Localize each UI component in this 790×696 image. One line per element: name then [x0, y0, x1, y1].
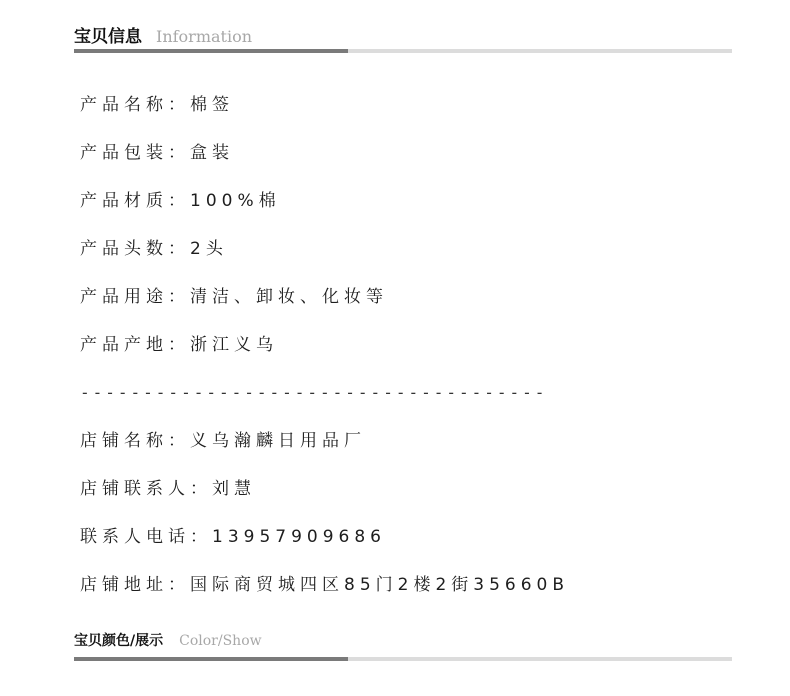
product-usage-label: 产品用途： [80, 287, 190, 307]
shop-name-label: 店铺名称： [80, 431, 190, 451]
product-usage-row [80, 284, 569, 332]
color-section-title: 宝贝颜色/展示 [74, 633, 164, 649]
product-origin-label: 产品产地： [80, 335, 190, 355]
product-name-value: 棉签 [190, 95, 234, 115]
dashed-divider: ------------------------------------- [80, 383, 548, 402]
shop-address-label: 店铺地址： [80, 575, 190, 595]
product-usage-value: 清洁、卸妆、化妆等 [190, 287, 388, 307]
product-material-value: 100%棉 [190, 191, 281, 211]
product-heads-row [80, 236, 569, 284]
shop-contact-value: 刘慧 [212, 479, 256, 499]
color-section-subtitle: Color/Show [179, 633, 262, 649]
info-section-subtitle: Information [156, 27, 253, 46]
product-origin-row [80, 332, 569, 380]
info-section-header [74, 22, 732, 47]
info-section-rule-accent [74, 49, 348, 53]
info-title-row [74, 22, 732, 47]
product-origin-value: 浙江义乌 [190, 335, 278, 355]
shop-contact-label: 店铺联系人： [80, 479, 212, 499]
product-heads-value: 2头 [190, 239, 228, 259]
shop-address-value: 国际商贸城四区85门2楼2街35660B [190, 575, 570, 595]
product-packaging-label: 产品包装： [80, 143, 190, 163]
info-section-title: 宝贝信息 [74, 27, 142, 47]
product-info-list [80, 92, 569, 620]
product-material-label: 产品材质： [80, 191, 190, 211]
product-heads-label: 产品头数： [80, 239, 190, 259]
contact-phone-value: 13957909686 [212, 527, 386, 547]
shop-address-row [80, 572, 569, 620]
product-name-row [80, 92, 569, 140]
contact-phone-label: 联系人电话： [80, 527, 212, 547]
product-name-label: 产品名称： [80, 95, 190, 115]
color-section-rule [74, 657, 732, 661]
shop-name-value: 义乌瀚麟日用品厂 [190, 431, 366, 451]
shop-name-row [80, 428, 569, 476]
color-section-header [74, 630, 732, 650]
info-section-rule [74, 49, 732, 53]
color-title-row [74, 630, 732, 650]
shop-contact-row [80, 476, 569, 524]
product-packaging-value: 盒装 [190, 143, 234, 163]
product-material-row [80, 188, 569, 236]
color-section-rule-accent [74, 657, 348, 661]
contact-phone-row [80, 524, 569, 572]
product-packaging-row [80, 140, 569, 188]
